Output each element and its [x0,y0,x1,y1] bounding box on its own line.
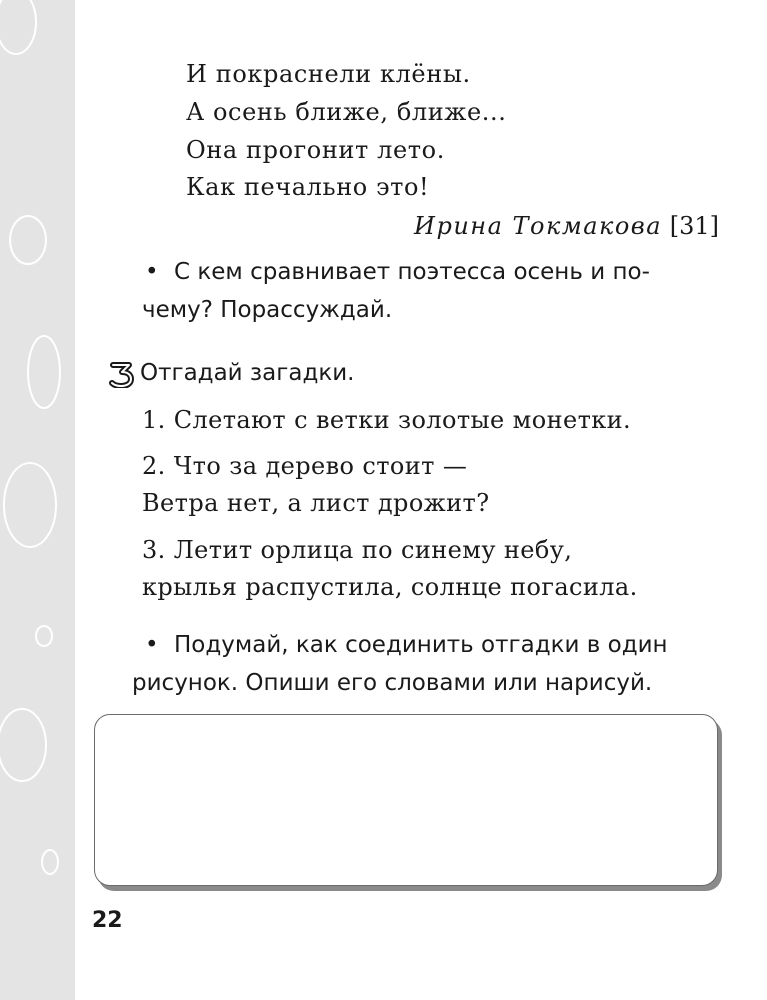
poem-line: И покраснели клёны. [186,60,471,88]
task-title: Отгадай загадки. [140,360,355,386]
page-number: 22 [92,908,123,933]
question-line: С кем сравнивает поэтесса осень и по- [174,259,650,285]
author-name: Ирина Токмакова [414,212,663,240]
question-line: рисунок. Опиши его словами или нарисуй. [132,670,653,696]
poem-line: А осень ближе, ближе... [186,98,507,126]
riddle-line: крылья распустила, солнце погасила. [142,573,638,601]
poem-line: Как печально это! [186,173,430,201]
riddle-line: 2. Что за дерево стоит — [142,452,468,480]
number-three-icon [108,360,136,388]
bubble-decoration-icon [0,0,75,1000]
riddle-line: 3. Летит орлица по синему небу, [142,536,573,564]
question-bullet: • [145,632,159,658]
question-line: чему? Порассуждай. [142,297,393,323]
decorative-side-strip [0,0,75,1000]
poem-author [414,212,719,240]
poem-line: Она прогонит лето. [186,136,445,164]
riddle-line: 1. Слетают с ветки золотые монетки. [142,406,632,434]
author-reference: [31] [669,212,719,240]
question-line: Подумай, как соединить отгадки в один [174,632,668,658]
riddle-line: Ветра нет, а лист дрожит? [142,489,490,517]
answer-drawing-box[interactable] [94,714,718,886]
question-bullet: • [145,259,159,285]
